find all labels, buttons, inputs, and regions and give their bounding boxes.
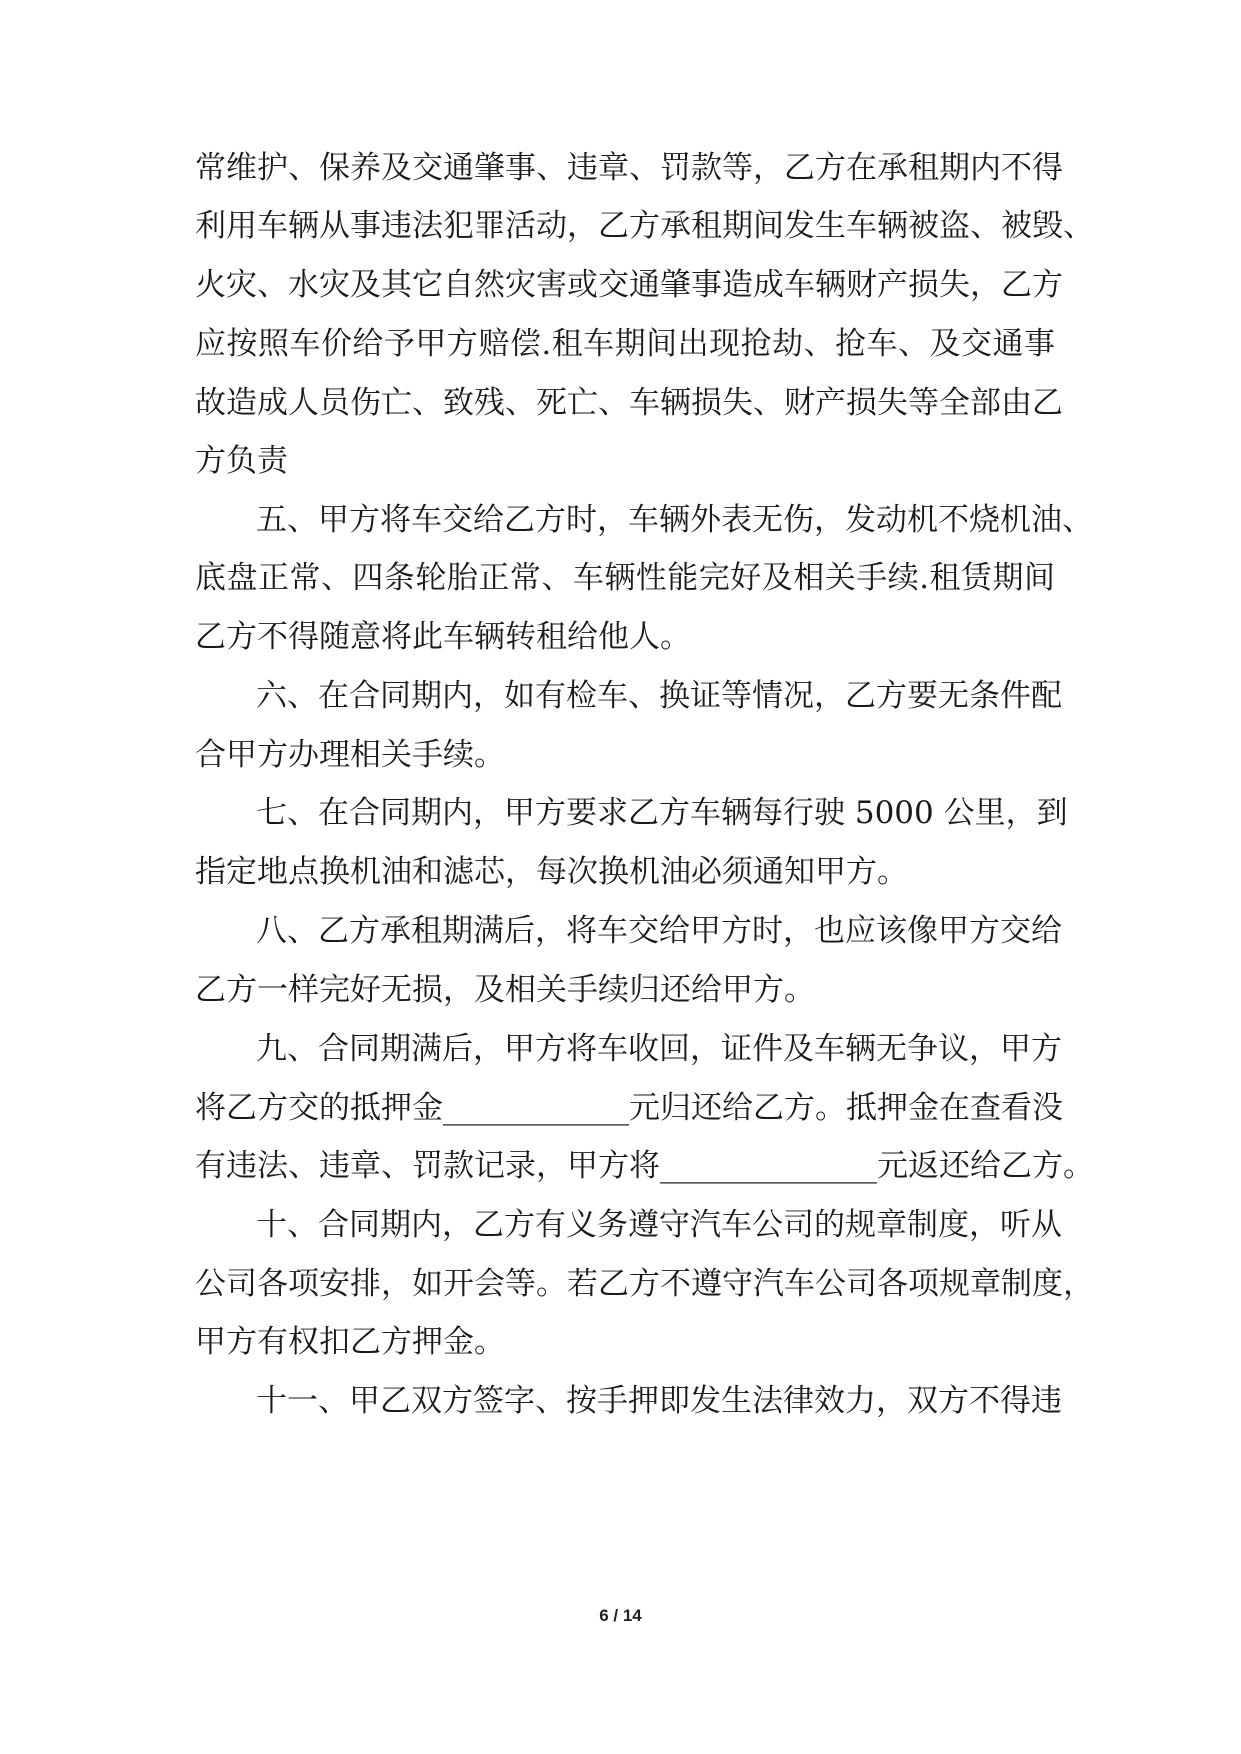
text-line: 六、在合同期内，如有检车、换证等情况，乙方要无条件配: [256, 678, 1062, 714]
text-line: 将乙方交的抵押金____________元归还给乙方。抵押金在查看没: [195, 1090, 1063, 1126]
text-line: 方负责: [195, 443, 288, 479]
text-line: 常维护、保养及交通肇事、违章、罚款等，乙方在承租期内不得: [195, 150, 1063, 186]
text-line: 公司各项安排，如开会等。若乙方不遵守汽车公司各项规章制度，: [195, 1266, 1094, 1302]
text-line: 利用车辆从事违法犯罪活动，乙方承租期间发生车辆被盗、被毁、: [195, 208, 1094, 244]
text-line: 火灾、水灾及其它自然灾害或交通肇事造成车辆财产损失，乙方: [195, 267, 1063, 303]
text-line: 乙方一样完好无损，及相关手续归还给甲方。: [195, 972, 815, 1008]
text-line: 指定地点换机油和滤芯，每次换机油必须通知甲方。: [195, 854, 908, 890]
text-line: 五、甲方将车交给乙方时，车辆外表无伤，发动机不烧机油、: [256, 502, 1093, 538]
text-line: 底盘正常、四条轮胎正常、车辆性能完好及相关手续.租赁期间: [195, 560, 1055, 596]
text-line: 应按照车价给予甲方赔偿.租车期间出现抢劫、抢车、及交通事: [195, 326, 1055, 362]
text-line: 十、合同期内，乙方有义务遵守汽车公司的规章制度，听从: [256, 1207, 1062, 1243]
text-line: 八、乙方承租期满后，将车交给甲方时，也应该像甲方交给: [256, 913, 1062, 949]
text-line: 十一、甲乙双方签字、按手押即发生法律效力，双方不得违: [256, 1383, 1062, 1419]
text-line: 七、在合同期内，甲方要求乙方车辆每行驶 5000 公里，到: [256, 795, 1068, 831]
text-line: 九、合同期满后，甲方将车收回，证件及车辆无争议，甲方: [256, 1031, 1062, 1067]
text-line: 甲方有权扣乙方押金。: [195, 1324, 505, 1360]
text-line: 乙方不得随意将此车辆转租给他人。: [195, 619, 691, 655]
text-line: 合甲方办理相关手续。: [195, 737, 505, 773]
text-line: 有违法、违章、罚款记录，甲方将______________元返还给乙方。: [195, 1148, 1094, 1184]
text-line: 故造成人员伤亡、致残、死亡、车辆损失、财产损失等全部由乙: [195, 385, 1063, 421]
page-number: 6 / 14: [599, 1606, 642, 1625]
